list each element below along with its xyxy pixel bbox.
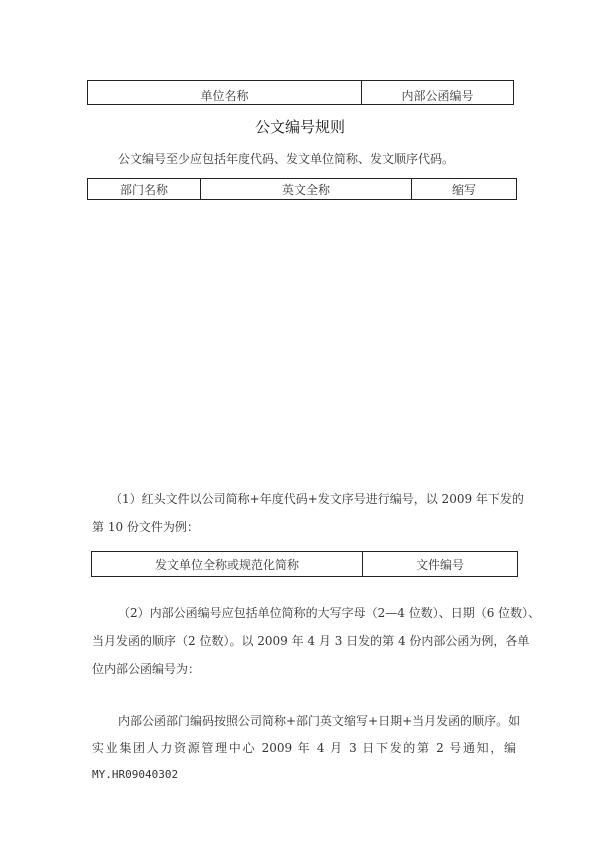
rule1-line2: 第 10 份文件为例：	[92, 520, 199, 534]
rule2-line3: 位内部公函编号为：	[92, 662, 201, 676]
rule3-line2: 实业集团人力资源管理中心 2009 年 4 月 3 日下发的第 2 号通知，编	[92, 741, 516, 755]
dept-name-header: 部门名称	[88, 179, 201, 200]
rule2-line1: （2）内部公函编号应包括单位简称的大写字母（2—4 位数）、日期（6 位数）、	[118, 606, 541, 620]
rule2-line2: 当月发函的顺序（2 位数）。以 2009 年 4 月 3 日发的第 4 份内部公函为例，各单	[92, 634, 530, 648]
unit-code-table	[87, 80, 514, 105]
rule1-line1: （1）红头文件以公司简称+年度代码+发文序号进行编号，以 2009 年下发的	[110, 492, 524, 506]
intro-paragraph: 公文编号至少应包括年度代码、发文单位简称、发文顺序代码。	[118, 152, 455, 166]
page-title: 公文编号规则	[254, 118, 345, 136]
abbreviation-header: 缩写	[412, 179, 517, 200]
issuer-name-header: 发文单位全称或规范化简称	[92, 552, 363, 577]
document-number-table	[91, 551, 518, 577]
rule3-line3: MY.HR09040302	[92, 768, 179, 781]
unit-name-header: 单位名称	[88, 81, 362, 105]
english-name-header: 英文全称	[201, 179, 412, 200]
rule3-line1: 内部公函部门编码按照公司简称+部门英文缩写+日期+当月发函的顺序。如	[118, 714, 521, 728]
department-table	[87, 178, 517, 200]
document-number-header: 文件编号	[363, 552, 518, 577]
internal-code-header: 内部公函编号	[362, 81, 514, 105]
